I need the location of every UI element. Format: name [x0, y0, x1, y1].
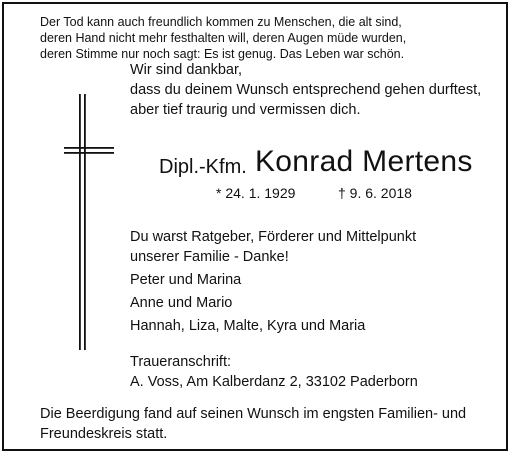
address-line: A. Voss, Am Kalberdanz 2, 33102 Paderborn	[130, 374, 418, 390]
quote-line-3: aber tief traurig und vermissen dich.	[130, 102, 361, 118]
deceased-name: Konrad Mertens	[255, 145, 473, 178]
address-label: Traueranschrift:	[130, 354, 231, 370]
mourner-2: Anne und Mario	[130, 295, 233, 311]
death-date: † 9. 6. 2018	[338, 185, 412, 201]
mourner-1: Peter und Marina	[130, 272, 242, 288]
intro-line-3: deren Stimme nur noch sagt: Es ist genug. Das Leben war schön.	[40, 47, 405, 61]
obituary-notice	[2, 2, 508, 451]
intro-line-1: Der Tod kann auch freundlich kommen zu Menschen, die alt sind,	[40, 15, 402, 29]
footer-line-1: Die Beerdigung fand auf seinen Wunsch im engsten Familien- und	[40, 406, 467, 422]
tribute-line-1: Du warst Ratgeber, Förderer und Mittelpunkt	[130, 229, 417, 245]
cross-icon	[64, 94, 114, 350]
intro-line-2: deren Hand nicht mehr festhalten will, deren Augen müde wurden,	[40, 31, 407, 45]
quote-line-1: Wir sind dankbar,	[130, 62, 243, 78]
mourner-3: Hannah, Liza, Malte, Kyra und Maria	[130, 318, 366, 334]
tribute-line-2: unserer Familie - Danke!	[130, 249, 289, 265]
birth-date: * 24. 1. 1929	[216, 185, 296, 201]
quote-line-2: dass du deinem Wunsch entsprechend gehen durftest,	[130, 82, 482, 98]
name-prefix: Dipl.-Kfm.	[159, 156, 247, 178]
footer-line-2: Freundeskreis statt.	[40, 426, 168, 442]
